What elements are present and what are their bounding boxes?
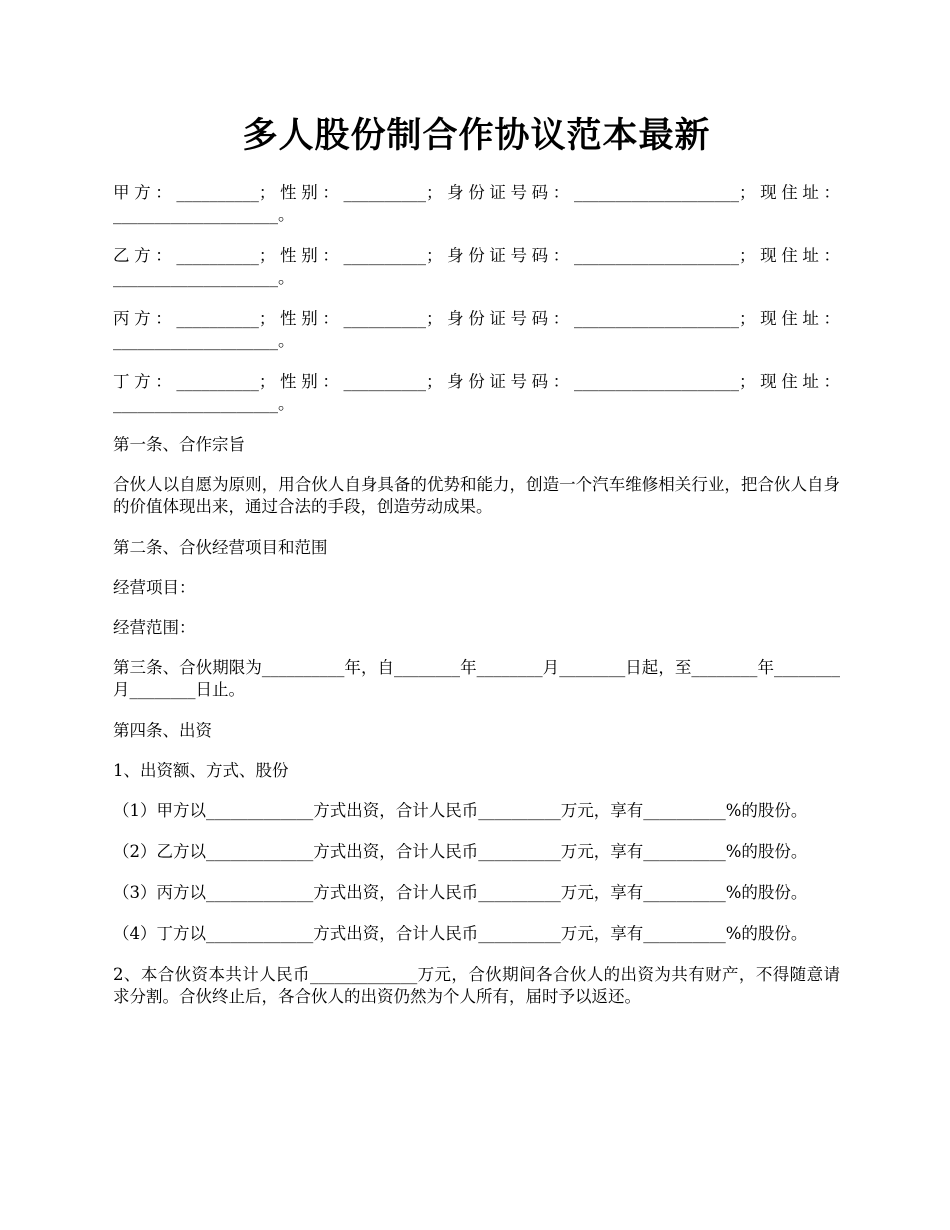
party-d-line: 丁方：__________；性别：__________；身份证号码：____________________；现住址：____________________。: [113, 372, 840, 413]
contribution-party-a: （1）甲方以_____________方式出资，合计人民币__________万元，享有__________%的股份。: [113, 801, 808, 820]
party-a-line: 甲方：__________；性别：__________；身份证号码：____________________；现住址：____________________。: [113, 183, 840, 224]
contribution-item1-heading: 1、出资额、方式、股份: [113, 761, 289, 780]
contribution-party-d: （4）丁方以_____________方式出资，合计人民币__________万元，享有__________%的股份。: [113, 924, 808, 943]
article3-term: 第三条、合伙期限为__________年，自________年________月________日起，至________年________月________日止。: [113, 658, 840, 699]
contribution-party-b: （2）乙方以_____________方式出资，合计人民币__________万元，享有__________%的股份。: [113, 842, 808, 861]
document-title: 多人股份制合作协议范本最新: [242, 115, 711, 156]
article1-heading: 第一条、合作宗旨: [113, 435, 245, 454]
contribution-party-c: （3）丙方以_____________方式出资，合计人民币__________万元，享有__________%的股份。: [113, 883, 808, 902]
business-project: 经营项目：: [113, 578, 196, 597]
article2-heading: 第二条、合伙经营项目和范围: [113, 538, 328, 557]
business-scope: 经营范围：: [113, 618, 196, 637]
party-c-line: 丙方：__________；性别：__________；身份证号码：____________________；现住址：____________________。: [113, 309, 840, 350]
article4-heading: 第四条、出资: [113, 721, 212, 740]
article1-body: 合伙人以自愿为原则，用合伙人自身具备的优势和能力，创造一个汽车维修相关行业，把合伙人自身的价值体现出来，通过合法的手段，创造劳动成果。: [113, 475, 840, 516]
contribution-item2: 2、本合伙资本共计人民币_____________万元，合伙期间各合伙人的出资为共有财产，不得随意请求分割。合伙终止后，各合伙人的出资仍然为个人所有，届时予以返还。: [113, 965, 840, 1006]
party-b-line: 乙方：__________；性别：__________；身份证号码：____________________；现住址：____________________。: [113, 246, 840, 287]
